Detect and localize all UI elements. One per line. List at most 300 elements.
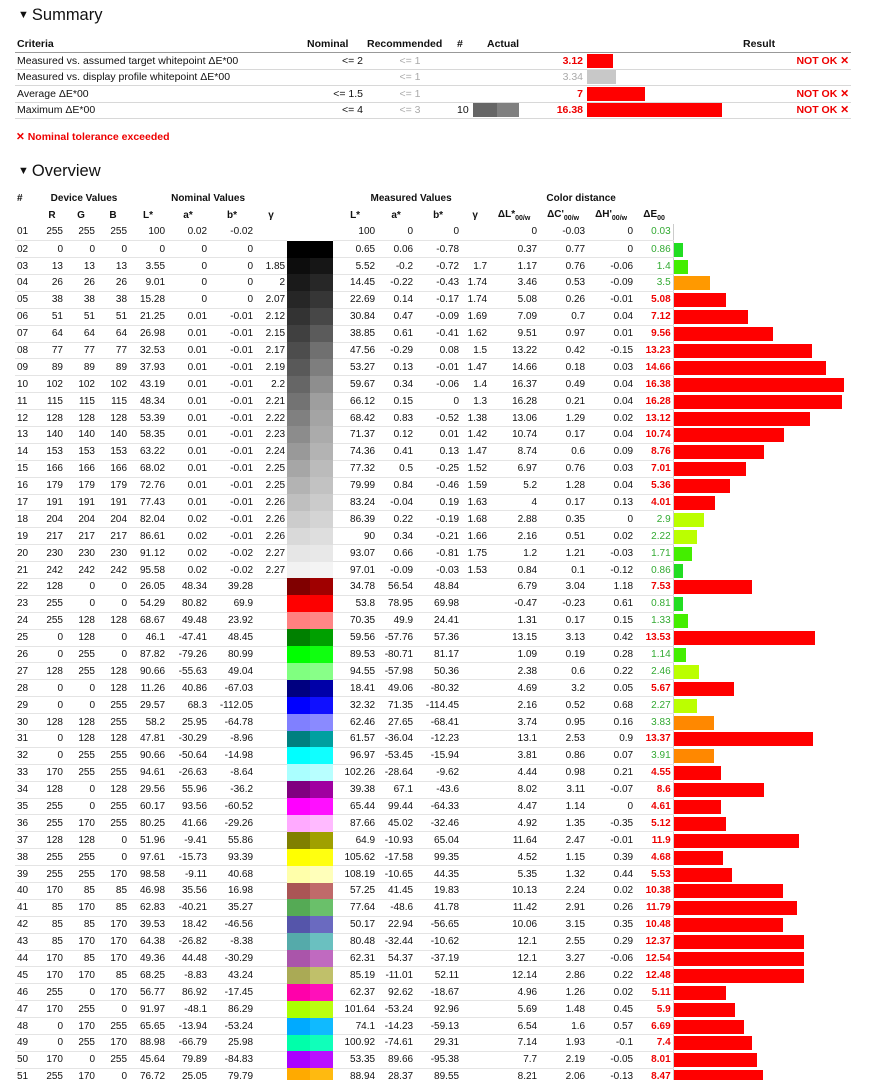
delta-c-cell: 3.27: [539, 950, 587, 967]
measured-swatch: [310, 274, 333, 291]
swatch-cell: [287, 528, 333, 545]
measured-gamma-cell: [461, 984, 489, 1001]
device-b-cell: 102: [97, 376, 129, 393]
delta-c-cell: 0.51: [539, 528, 587, 545]
measured-a-cell: -57.76: [377, 629, 415, 646]
swatch-cell: [287, 1018, 333, 1035]
nominal-gamma-cell: [255, 899, 287, 916]
device-b-cell: 85: [97, 883, 129, 900]
measured-a-cell: 71.35: [377, 697, 415, 714]
delta-l-cell: 5.2: [489, 477, 539, 494]
device-g-cell: 255: [65, 1001, 97, 1018]
nominal-b-cell: 55.86: [209, 832, 255, 849]
delta-c-cell: 0.21: [539, 393, 587, 410]
delta-e-bar: [674, 496, 716, 510]
delta-h-cell: 0.04: [587, 376, 635, 393]
measured-l-cell: 61.57: [333, 731, 377, 748]
nominal-a-cell: 41.66: [167, 815, 209, 832]
summary-row: [15, 102, 851, 119]
nominal-a-cell: 18.42: [167, 916, 209, 933]
patch-num-cell: 27: [15, 663, 39, 680]
device-r-cell: 0: [39, 1018, 65, 1035]
device-r-cell: 255: [39, 815, 65, 832]
delta-e-bar: [674, 648, 687, 662]
nominal-gamma-cell: [255, 1035, 287, 1052]
delta-e-bar: [674, 631, 816, 645]
measured-a-cell: -10.65: [377, 866, 415, 883]
measured-swatch: [310, 359, 333, 376]
col-nom-b: b*: [227, 209, 238, 221]
count-value: 10: [457, 104, 469, 117]
patch-num-cell: 42: [15, 916, 39, 933]
delta-h-cell: 0.01: [587, 325, 635, 342]
delta-e-bar: [674, 1036, 752, 1050]
device-g-cell: 170: [65, 899, 97, 916]
nominal-gamma-cell: [255, 714, 287, 731]
overview-row: [15, 680, 855, 697]
device-g-cell: 13: [65, 258, 97, 275]
overview-row: [15, 274, 855, 291]
delta-e-cell: 4.01: [635, 494, 673, 511]
delta-l-cell: 5.35: [489, 866, 539, 883]
patch-num-cell: 41: [15, 899, 39, 916]
nominal-swatch: [287, 494, 310, 511]
bar-cell: [673, 764, 855, 781]
nominal-swatch: [287, 697, 310, 714]
nominal-b-cell: 86.29: [209, 1001, 255, 1018]
nominal-a-cell: 0.01: [167, 426, 209, 443]
measured-a-cell: -10.93: [377, 832, 415, 849]
nominal-gamma-cell: [255, 950, 287, 967]
nominal-gamma-cell: [255, 781, 287, 798]
nominal-swatch: [287, 933, 310, 950]
measured-gamma-cell: [461, 578, 489, 595]
nominal-b-cell: -0.01: [209, 393, 255, 410]
nominal-b-cell: -64.78: [209, 714, 255, 731]
measured-a-cell: 0.22: [377, 511, 415, 528]
nominal-a-cell: -8.83: [167, 967, 209, 984]
nominal-a-cell: 0: [167, 241, 209, 258]
bar-cell: [673, 1068, 855, 1080]
measured-gamma-cell: [461, 714, 489, 731]
delta-l-cell: 8.02: [489, 781, 539, 798]
delta-e-bar: [674, 901, 797, 915]
delta-e-cell: 5.08: [635, 291, 673, 308]
measured-gamma-cell: 1.74: [461, 274, 489, 291]
swatch-cell: [287, 308, 333, 325]
measured-b-cell: -0.72: [415, 258, 461, 275]
nominal-l-cell: 98.58: [129, 866, 167, 883]
measured-gamma-cell: 1.42: [461, 426, 489, 443]
delta-h-cell: -0.06: [587, 258, 635, 275]
delta-e-cell: 7.53: [635, 578, 673, 595]
measured-b-cell: 57.36: [415, 629, 461, 646]
delta-e-bar: [674, 344, 812, 358]
nominal-l-cell: 49.36: [129, 950, 167, 967]
nominal-l-cell: 58.2: [129, 714, 167, 731]
measured-l-cell: 30.84: [333, 308, 377, 325]
device-b-cell: 51: [97, 308, 129, 325]
measured-a-cell: 0.14: [377, 291, 415, 308]
measured-l-cell: 53.27: [333, 359, 377, 376]
device-g-cell: 242: [65, 562, 97, 579]
delta-h-cell: 0.09: [587, 443, 635, 460]
delta-e-bar: [674, 749, 714, 763]
delta-e-bar: [674, 732, 814, 746]
nominal-gamma-cell: [255, 832, 287, 849]
nominal-l-cell: 43.19: [129, 376, 167, 393]
delta-h-cell: -0.12: [587, 562, 635, 579]
delta-c-cell: 1.32: [539, 866, 587, 883]
delta-c-cell: 0.97: [539, 325, 587, 342]
nominal-a-cell: 0.01: [167, 393, 209, 410]
bar-cell: [673, 258, 855, 275]
measured-a-cell: 0: [377, 224, 415, 241]
device-b-cell: 153: [97, 443, 129, 460]
measured-l-cell: 53.8: [333, 595, 377, 612]
delta-e-bar: [674, 1070, 763, 1080]
delta-e-cell: 10.74: [635, 426, 673, 443]
delta-e-cell: 6.69: [635, 1018, 673, 1035]
device-r-cell: 170: [39, 883, 65, 900]
overview-row: [15, 494, 855, 511]
nominal-swatch: [287, 376, 310, 393]
measured-b-cell: 0.08: [415, 342, 461, 359]
delta-e-bar: [674, 412, 810, 426]
delta-l-cell: 0: [489, 224, 539, 241]
delta-e-cell: 7.12: [635, 308, 673, 325]
device-r-cell: 255: [39, 595, 65, 612]
delta-h-cell: -0.35: [587, 815, 635, 832]
nominal-l-cell: 26.05: [129, 578, 167, 595]
nominal-b-cell: 43.24: [209, 967, 255, 984]
delta-e-cell: 5.36: [635, 477, 673, 494]
device-r-cell: 170: [39, 1001, 65, 1018]
overview-row: [15, 916, 855, 933]
swatch-cell: [287, 798, 333, 815]
bar-cell: [673, 1001, 855, 1018]
nominal-swatch: [287, 241, 310, 258]
delta-l-cell: 3.74: [489, 714, 539, 731]
overview-row: [15, 612, 855, 629]
delta-e-cell: 1.4: [635, 258, 673, 275]
measured-swatch: [310, 883, 333, 900]
device-g-cell: 51: [65, 308, 97, 325]
nominal-swatch: [287, 562, 310, 579]
measured-gamma-cell: [461, 1001, 489, 1018]
bar-cell: [673, 832, 855, 849]
delta-e-bar: [674, 969, 805, 983]
nominal-l-cell: 56.77: [129, 984, 167, 1001]
col-nom-a: a*: [183, 209, 193, 221]
device-g-cell: 255: [65, 646, 97, 663]
delta-e-bar: [674, 564, 683, 578]
delta-e-cell: 7.01: [635, 460, 673, 477]
nominal-a-cell: 0.01: [167, 308, 209, 325]
device-b-cell: 217: [97, 528, 129, 545]
overview-row: [15, 967, 855, 984]
nominal-a-cell: 0: [167, 274, 209, 291]
measured-b-cell: 48.84: [415, 578, 461, 595]
measured-b-cell: -18.67: [415, 984, 461, 1001]
delta-c-cell: 0.26: [539, 291, 587, 308]
measured-b-cell: 50.36: [415, 663, 461, 680]
swatch-cell: [287, 916, 333, 933]
summary-heading[interactable]: ▼ Summary: [18, 6, 103, 24]
measured-b-cell: -15.94: [415, 747, 461, 764]
delta-c-cell: 2.55: [539, 933, 587, 950]
delta-e-bar: [674, 716, 714, 730]
nominal-swatch: [287, 410, 310, 427]
nominal-swatch: [287, 815, 310, 832]
swatch-cell: [287, 1068, 333, 1080]
collapse-arrow-icon: ▼: [18, 165, 29, 177]
measured-b-cell: 65.04: [415, 832, 461, 849]
measured-swatch: [310, 1035, 333, 1052]
nominal-l-cell: 3.55: [129, 258, 167, 275]
device-r-cell: 128: [39, 781, 65, 798]
overview-row: [15, 984, 855, 1001]
delta-e-cell: 0.81: [635, 595, 673, 612]
overview-row: [15, 899, 855, 916]
delta-e-bar: [674, 513, 705, 527]
delta-e-bar: [674, 834, 799, 848]
nominal-a-cell: 0.02: [167, 511, 209, 528]
swatch-cell: [287, 443, 333, 460]
measured-swatch: [310, 747, 333, 764]
delta-e-bar: [674, 1053, 757, 1067]
device-r-cell: 0: [39, 241, 65, 258]
nominal-gamma-cell: [255, 1051, 287, 1068]
swatch-cell: [287, 274, 333, 291]
nominal-gamma-cell: 2.27: [255, 545, 287, 562]
measured-gamma-cell: [461, 241, 489, 258]
nominal-l-cell: 65.65: [129, 1018, 167, 1035]
delta-h-cell: 0.26: [587, 899, 635, 916]
measured-swatch: [310, 562, 333, 579]
measured-swatch: [310, 376, 333, 393]
measured-l-cell: 85.19: [333, 967, 377, 984]
measured-swatch: [310, 342, 333, 359]
bar-cell: [673, 410, 855, 427]
measured-a-cell: -48.6: [377, 899, 415, 916]
nominal-l-cell: 46.1: [129, 629, 167, 646]
nominal-gamma-cell: [255, 612, 287, 629]
nominal-b-cell: -46.56: [209, 916, 255, 933]
col-delta-h: $\Delta H'_{00/w}$: [595, 208, 628, 222]
nominal-gamma-cell: 2.27: [255, 562, 287, 579]
delta-c-cell: 3.04: [539, 578, 587, 595]
delta-h-cell: 0.04: [587, 477, 635, 494]
nominal-gamma-cell: [255, 663, 287, 680]
result-cell: [741, 69, 851, 86]
delta-e-bar: [674, 243, 683, 257]
measured-a-cell: 56.54: [377, 578, 415, 595]
measured-b-cell: -37.19: [415, 950, 461, 967]
measured-swatch: [310, 798, 333, 815]
nominal-gamma-cell: [255, 680, 287, 697]
measured-b-cell: -114.45: [415, 697, 461, 714]
delta-h-cell: 0.02: [587, 984, 635, 1001]
device-b-cell: 255: [97, 224, 129, 241]
delta-h-cell: 0.04: [587, 426, 635, 443]
measured-b-cell: -0.01: [415, 359, 461, 376]
delta-e-bar: [674, 766, 721, 780]
result-header: Result: [741, 36, 851, 53]
measured-a-cell: -53.45: [377, 747, 415, 764]
delta-e-bar: [674, 817, 727, 831]
delta-e-cell: 13.53: [635, 629, 673, 646]
device-r-cell: 85: [39, 916, 65, 933]
delta-h-cell: 0: [587, 511, 635, 528]
nominal-swatch: [287, 274, 310, 291]
measured-gamma-cell: [461, 883, 489, 900]
delta-e-cell: 8.6: [635, 781, 673, 798]
delta-l-cell: 9.51: [489, 325, 539, 342]
nominal-l-cell: 9.01: [129, 274, 167, 291]
patch-num-cell: 03: [15, 258, 39, 275]
recommended-header: Recommended: [365, 36, 455, 53]
recommended-cell: <= 3: [365, 102, 455, 119]
nominal-a-cell: 0: [167, 258, 209, 275]
device-g-cell: 128: [65, 612, 97, 629]
bar-cell: [673, 663, 855, 680]
swatch-cell: [287, 1051, 333, 1068]
device-r-cell: 128: [39, 410, 65, 427]
nominal-swatch: [287, 663, 310, 680]
delta-e-bar: [674, 479, 730, 493]
measured-swatch: [310, 984, 333, 1001]
delta-l-cell: 3.46: [489, 274, 539, 291]
measured-a-cell: 99.44: [377, 798, 415, 815]
measured-gamma-cell: [461, 224, 489, 241]
nominal-swatch: [287, 308, 310, 325]
overview-row: [15, 697, 855, 714]
measured-l-cell: 108.19: [333, 866, 377, 883]
measured-a-cell: -11.01: [377, 967, 415, 984]
delta-c-cell: 0.76: [539, 258, 587, 275]
nominal-a-cell: 0.02: [167, 545, 209, 562]
nominal-l-cell: 64.38: [129, 933, 167, 950]
swatch-cell: [287, 258, 333, 275]
nominal-l-cell: 77.43: [129, 494, 167, 511]
delta-l-cell: 2.38: [489, 663, 539, 680]
measured-swatch: [310, 933, 333, 950]
delta-e-cell: 16.38: [635, 376, 673, 393]
delta-h-cell: 0.22: [587, 967, 635, 984]
device-g-cell: 255: [65, 849, 97, 866]
actual-cell: 3.12: [485, 53, 585, 70]
measured-gamma-cell: [461, 646, 489, 663]
device-b-cell: 242: [97, 562, 129, 579]
device-g-cell: 64: [65, 325, 97, 342]
delta-h-cell: -0.03: [587, 545, 635, 562]
delta-c-cell: 0.98: [539, 764, 587, 781]
device-g-cell: 0: [65, 1051, 97, 1068]
overview-row: [15, 224, 855, 241]
nominal-b-cell: 49.04: [209, 663, 255, 680]
device-r-cell: 64: [39, 325, 65, 342]
delta-h-cell: 0.22: [587, 663, 635, 680]
measured-a-cell: -57.98: [377, 663, 415, 680]
overview-row: [15, 511, 855, 528]
nominal-l-cell: 47.81: [129, 731, 167, 748]
patch-num-cell: 26: [15, 646, 39, 663]
measured-l-cell: 77.64: [333, 899, 377, 916]
device-b-cell: 255: [97, 714, 129, 731]
delta-h-cell: 0: [587, 224, 635, 241]
delta-l-cell: 7.09: [489, 308, 539, 325]
nominal-l-cell: 63.22: [129, 443, 167, 460]
nominal-l-cell: 68.02: [129, 460, 167, 477]
col-b: B: [109, 209, 117, 221]
delta-e-bar: [674, 935, 805, 949]
nominal-gamma-cell: [255, 764, 287, 781]
nominal-a-cell: -9.41: [167, 832, 209, 849]
nominal-gamma-cell: 2.21: [255, 393, 287, 410]
delta-h-cell: -0.1: [587, 1035, 635, 1052]
nominal-b-cell: -0.01: [209, 477, 255, 494]
device-g-cell: 153: [65, 443, 97, 460]
measured-b-cell: -95.38: [415, 1051, 461, 1068]
nominal-b-cell: 48.45: [209, 629, 255, 646]
device-r-cell: 255: [39, 612, 65, 629]
measured-a-cell: -80.71: [377, 646, 415, 663]
delta-h-cell: 0.02: [587, 883, 635, 900]
delta-l-cell: 1.31: [489, 612, 539, 629]
delta-h-cell: -0.06: [587, 950, 635, 967]
nominal-b-cell: -0.01: [209, 528, 255, 545]
measured-swatch: [310, 393, 333, 410]
measured-swatch: [310, 714, 333, 731]
delta-h-cell: 0.61: [587, 595, 635, 612]
device-g-cell: 0: [65, 798, 97, 815]
delta-h-cell: 0: [587, 241, 635, 258]
patch-num-cell: 18: [15, 511, 39, 528]
bar-cell: [673, 1035, 855, 1052]
nominal-b-cell: 25.98: [209, 1035, 255, 1052]
delta-l-cell: 5.69: [489, 1001, 539, 1018]
delta-l-cell: 13.1: [489, 731, 539, 748]
measured-a-cell: -53.24: [377, 1001, 415, 1018]
actual-bar-cell: [585, 53, 741, 70]
delta-l-cell: 4: [489, 494, 539, 511]
nominal-b-cell: -8.96: [209, 731, 255, 748]
nominal-swatch: [287, 1001, 310, 1018]
device-b-cell: 170: [97, 866, 129, 883]
swatch-cell: [287, 815, 333, 832]
overview-heading[interactable]: ▼ Overview: [18, 162, 101, 180]
count-header: #: [455, 36, 485, 53]
swatch-cell: [287, 849, 333, 866]
nominal-b-cell: -8.64: [209, 764, 255, 781]
measured-b-cell: -0.41: [415, 325, 461, 342]
nominal-b-cell: 23.92: [209, 612, 255, 629]
nominal-b-cell: -0.01: [209, 410, 255, 427]
delta-c-cell: 0.6: [539, 663, 587, 680]
overview-row: [15, 866, 855, 883]
measured-l-cell: 71.37: [333, 426, 377, 443]
bar-cell: [673, 342, 855, 359]
nominal-a-cell: 93.56: [167, 798, 209, 815]
nominal-l-cell: 72.76: [129, 477, 167, 494]
delta-l-cell: 8.74: [489, 443, 539, 460]
nominal-swatch: [287, 764, 310, 781]
criteria-cell: Measured vs. assumed target whitepoint ΔE*00: [15, 53, 305, 70]
delta-h-cell: 0.04: [587, 393, 635, 410]
measured-l-cell: 70.35: [333, 612, 377, 629]
measured-b-cell: 29.31: [415, 1035, 461, 1052]
